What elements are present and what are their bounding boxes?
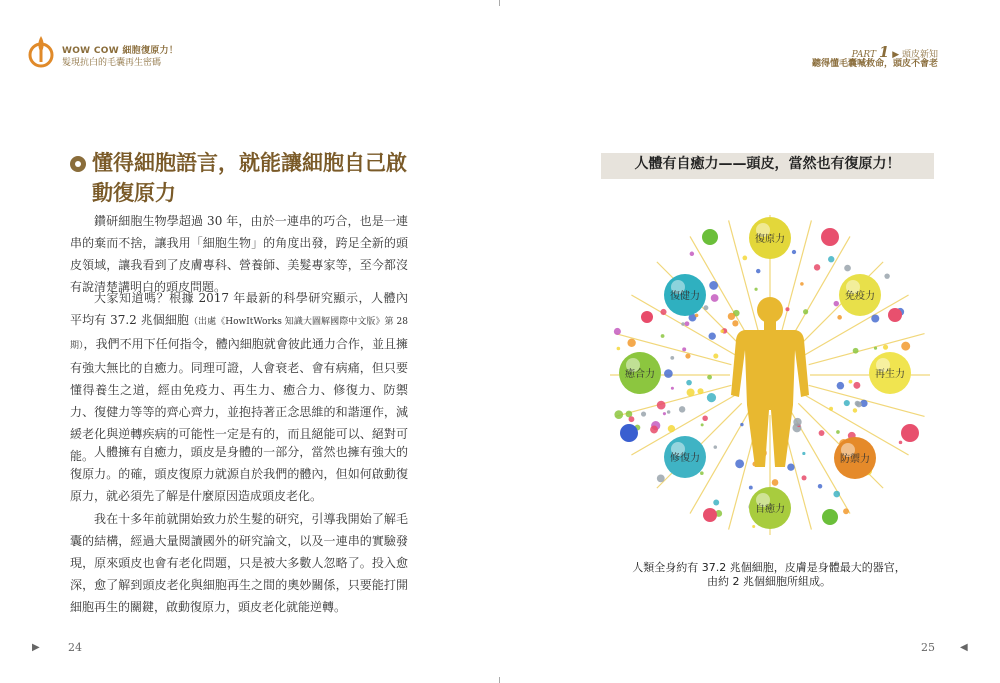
diagram-dot [685,321,690,326]
diagram-dot [871,314,879,322]
diagram-banner: 人體有自癒力——頭皮，當然也有復原力！ [601,153,934,179]
diagram-node [869,352,911,394]
diagram-dot [836,430,840,434]
self-healing-diagram [605,205,935,545]
section-heading: 懂得細胞語言，就能讓細胞自己啟動復原力 [92,151,407,205]
diagram-dot [735,459,744,468]
diagram-dot [853,382,860,389]
diagram-accent-ball [901,424,919,442]
diagram-dot [819,430,825,436]
diagram-dot [614,328,621,335]
diagram-node-label: 自癒力 [755,504,785,515]
diagram-node-label: 再生力 [875,369,905,380]
diagram-dot [844,400,850,406]
diagram-node-label: 免疫力 [845,291,875,302]
diagram-dot [690,252,694,256]
diagram-dot [728,313,735,320]
book-subtitle: 髮現抗白的毛囊再生密碼 [62,58,162,68]
diagram-dot [709,281,718,290]
diagram-dot [617,347,621,351]
diagram-node [834,437,876,479]
diagram-dot [884,273,889,278]
diagram-dot [650,426,658,434]
crop-mark-bottom [499,677,500,683]
diagram-accent-ball [821,228,839,246]
diagram-dot [697,388,703,394]
crop-mark-top [499,0,500,6]
paragraph-3: 人體擁有自癒力，頭皮是身體的一部分，當然也擁有強大的復原力。的確，頭皮復原力就源自於我們的體內，但如何啟動復原力，就必須先了解是什麼原因造成頭皮老化。 [70,445,408,503]
diagram-dot [802,452,805,455]
diagram-dot [668,425,675,432]
diagram-dot [695,314,699,318]
diagram-dot [853,348,859,354]
page-arrow-left: ▶ [32,642,40,653]
diagram-accent-ball [641,311,653,323]
diagram-dot [661,334,665,338]
diagram-dot [657,401,666,410]
diagram-dot [803,309,808,314]
diagram-dot [720,329,724,333]
diagram-dot [660,309,666,315]
diagram-dot [740,423,743,426]
diagram-dot [853,408,857,412]
diagram-dot [664,369,673,378]
diagram-dot [749,486,753,490]
diagram-dot [732,320,738,326]
diagram-dot [756,269,760,273]
diagram-dot [663,412,666,415]
part-label: PART 1 ▶ 頭皮新知 [851,43,938,61]
diagram-dot [844,265,851,272]
diagram-dot [700,471,704,475]
diagram-node [664,436,706,478]
diagram-dot [667,410,671,414]
diagram-dot [707,375,712,380]
diagram-node [619,352,661,394]
diagram-dot [742,256,747,261]
page-number-left: 24 [68,641,82,654]
diagram-accent-ball [822,509,838,525]
diagram-dot [828,256,834,262]
diagram-accent-ball [620,424,638,442]
diagram-dot [814,264,820,270]
diagram-node-label: 癒合力 [625,369,655,380]
diagram-dot [785,307,789,311]
diagram-dot [787,463,794,470]
page-number-right: 25 [921,641,935,654]
diagram-dot [703,305,708,310]
diagram-node-label: 修復力 [670,453,700,464]
diagram-dot [829,407,833,411]
diagram-accent-ball [703,508,717,522]
diagram-dot [849,380,853,384]
paragraph-1: 鑽研細胞生物學超過 30 年，由於一連串的巧合，也是一連串的棄而不捨，讓我用「細胞生物」的角度出發，跨足全新的頭皮領域，讓我看到了皮膚專科、營養師、美髮專家等，至今都沒有說清楚講明白的頭皮問題。 [70,214,408,294]
heading-bullet-icon [70,156,86,172]
diagram-dot [833,491,840,498]
diagram-node [664,274,706,316]
diagram-dot [702,415,707,420]
diagram-dot [629,416,635,422]
diagram-dot [818,484,822,488]
diagram-dot [837,382,845,390]
diagram-dot [711,294,719,302]
diagram-dot [641,411,646,416]
diagram-node [749,487,791,529]
diagram-dot [679,406,685,412]
diagram-dot [874,346,877,349]
diagram-dot [614,410,623,419]
diagram-dot [681,322,685,326]
diagram-dot [883,345,888,350]
diagram-accent-ball [702,229,718,245]
paragraph-2: 大家知道嗎？根據 2017 年最新的科學研究顯示，人體內平均有 37.2 兆個細胞（出處《HowItWorks 知識大圖解國際中文版》第 28 期），我們不用下任何指令，體內細胞就會彼此通力合作，並且擁有強大無比的自癒力。同理可證，人會衰老、會有病痛，但只要懂得養生之道，經由免疫力、再生力、癒合力、修復力、防禦力、復健力等等的齊心齊力，並抱持著正念思維的和諧運作，減緩老化與逆轉疾病的可能性一定是有的，而且絕能可以、絕對可能。 [70,291,408,463]
diagram-dot [752,525,755,528]
diagram-node-label: 復原力 [755,234,785,245]
diagram-dot [701,423,704,426]
diagram-dot [772,479,779,486]
diagram-dot [855,401,860,406]
diagram-dot [709,333,716,340]
diagram-node-label: 復健力 [670,291,700,302]
diagram-dot [657,474,665,482]
diagram-dot [713,354,718,359]
diagram-dot [834,301,839,306]
diagram-accent-ball [888,308,902,322]
diagram-dot [713,500,719,506]
flame-logo-icon [28,34,54,68]
paragraph-4: 我在十多年前就開始致力於生髮的研究，引導我開始了解毛囊的結構，經過大量閱讀國外的研究論文，以及一連串的實驗發現，原來頭皮也會有老化問題，只是被大多數人忽略了。投入愈深，愈了解到頭皮老化與細胞再生之間的奧妙關係，只要能打開細胞再生的關鍵，啟動復原力，頭皮老化就能逆轉。 [70,512,408,614]
diagram-dot [714,445,718,449]
diagram-dot [687,388,695,396]
diagram-dot [800,282,804,286]
diagram-dot [685,353,690,358]
diagram-dot [899,441,903,445]
diagram-node [749,217,791,259]
diagram-dot [843,508,849,514]
diagram-node [839,274,881,316]
diagram-dot [707,393,716,402]
diagram-dot [802,475,807,480]
part-subtitle: 聽得懂毛囊喊救命，頭皮不會老 [811,59,938,69]
diagram-dot [754,288,757,291]
diagram-dot [837,315,842,320]
diagram-node-label: 防禦力 [840,454,870,465]
diagram-dot [793,418,801,426]
diagram-dot [671,387,674,390]
diagram-dot [901,342,910,351]
page-arrow-right: ◀ [960,642,968,653]
triangle-right-icon: ▶ [892,50,900,60]
diagram-dot [792,250,796,254]
diagram-caption: 人類全身約有 37.2 兆個細胞，皮膚是身體最大的器官， 由約 2 兆個細胞所組成。 [632,561,906,588]
diagram-dot [670,356,674,360]
diagram-dot [682,347,686,351]
diagram-dot [627,339,635,347]
book-title: WOW COW 細胞復原力！ [62,46,179,56]
diagram-ray [809,385,925,416]
diagram-dot [686,380,692,386]
